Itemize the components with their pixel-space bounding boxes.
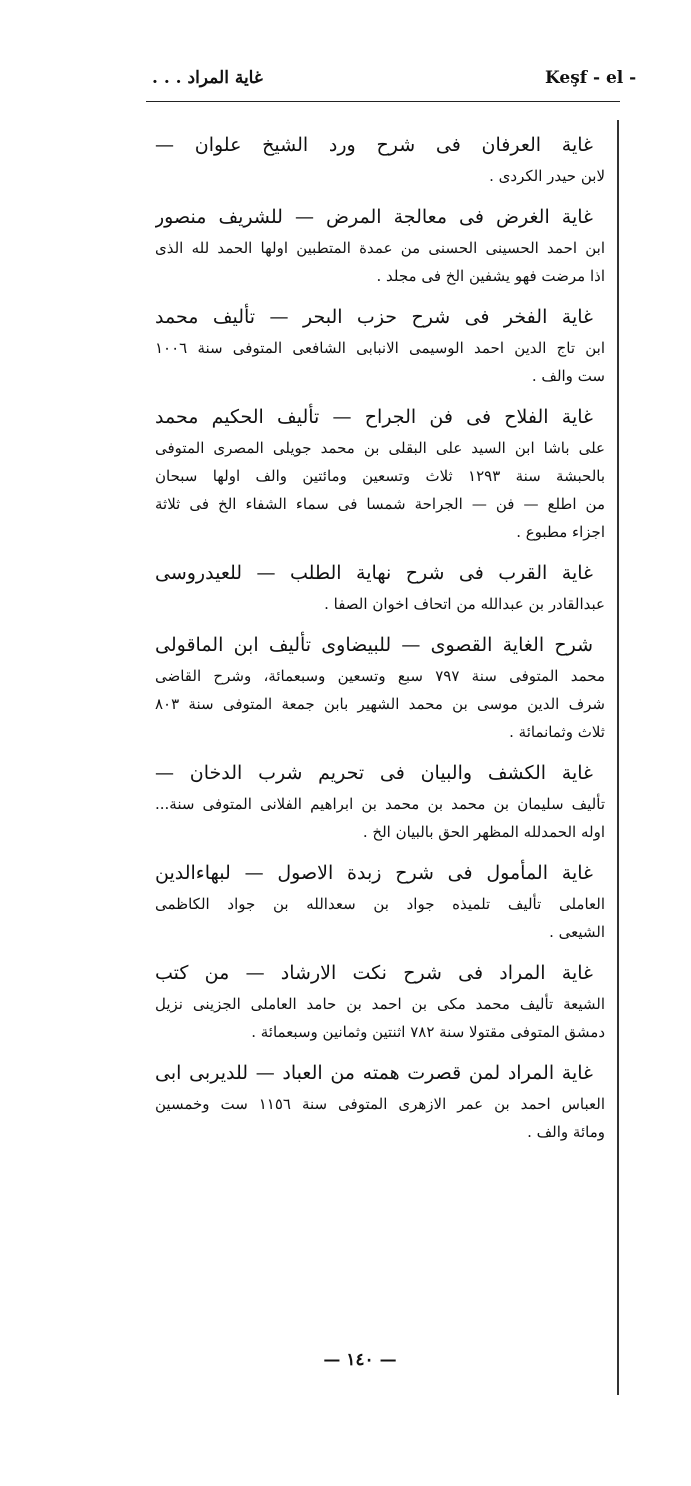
- entry: [155, 200, 605, 290]
- entry-line: ابن تاج الدين احمد الوسيمى الانبابى الشافعى المتوفى سنة ١٠٠٦: [155, 339, 605, 357]
- entry-headline: غاية الكشف والبيان فى تحريم شرب الدخان —: [155, 762, 593, 784]
- entries-body: [155, 128, 605, 1156]
- entry-line: ثلاث وثمانمائة .: [509, 723, 605, 741]
- entry: [155, 628, 605, 746]
- entry-headline: غاية القرب فى شرح نهاية الطلب — للعيدروسى: [155, 562, 593, 584]
- entry-line: اجزاء مطبوع .: [516, 523, 605, 541]
- entry-line: ست والف .: [531, 367, 605, 385]
- entry: [155, 300, 605, 390]
- entry-line: العباس احمد بن عمر الازهرى المتوفى سنة ١١٥٦ ست وخمسين: [155, 1095, 605, 1113]
- entry: [155, 756, 605, 846]
- entry-headline: غاية الفلاح فى فن الجراح — تأليف الحكيم محمد: [155, 406, 593, 428]
- entry-line: ومائة والف .: [527, 1123, 605, 1141]
- entry-line: من اطلع — فن — الجراحة شمسا فى سماء الشفاء الخ فى ثلاثة: [155, 495, 605, 513]
- entry-line: عبدالقادر بن عبدالله من اتحاف اخوان الصفا .: [324, 595, 605, 613]
- entry: [155, 128, 605, 190]
- entry-line: العاملى تأليف تلميذه جواد بن سعدالله بن جواد الكاظمى: [155, 895, 605, 913]
- entry-line: شرف الدين موسى بن محمد الشهير بابن جمعة المتوفى سنة ٨٠٣: [155, 695, 605, 713]
- entry-headline: غاية الغرض فى معالجة المرض — للشريف منصور: [155, 206, 593, 228]
- entry-line: اوله الحمدلله المظهر الحق بالبيان الخ .: [362, 823, 605, 841]
- entry-line: بالحبشة سنة ١٢٩٣ ثلاث وتسعين ومائتين والف اولها سبحان: [155, 467, 605, 485]
- entry: [155, 1056, 605, 1146]
- margin-rule: [617, 120, 619, 1395]
- entry-line: دمشق المتوفى مقتولا سنة ٧٨٢ اثنتين وثمانين وسبعمائة .: [251, 1023, 605, 1041]
- entry: [155, 556, 605, 618]
- entry-line: الشيعى .: [549, 923, 605, 941]
- entry-headline: شرح الغاية القصوى — للبيضاوى تأليف ابن الماقولى: [155, 634, 593, 656]
- entry-line: لابن حيدر الكردى .: [489, 167, 605, 185]
- page-number: — ١٤٠ —: [323, 1350, 397, 1370]
- entry: [155, 400, 605, 546]
- entry-line: تأليف سليمان بن محمد بن محمد بن ابراهيم الفلانى المتوفى سنة...: [155, 795, 605, 813]
- header-rule: [146, 101, 620, 102]
- entry: [155, 956, 605, 1046]
- entry-line: على باشا ابن السيد على البقلى بن محمد جويلى المصرى المتوفى: [155, 439, 605, 457]
- entry-line: الشيعة تأليف محمد مكى بن احمد بن حامد العاملى الجزينى نزيل: [155, 995, 605, 1013]
- entry-line: اذا مرضت فهو يشفين الخ فى مجلد .: [376, 267, 605, 285]
- entry: [155, 856, 605, 946]
- entry-headline: غاية الفخر فى شرح حزب البحر — تأليف محمد: [155, 306, 593, 328]
- entry-line: ابن احمد الحسينى الحسنى من عمدة المتطبين اولها الحمد لله الذى: [155, 239, 605, 257]
- entry-headline: غاية المراد لمن قصرت همته من العباد — للديربى ابى: [155, 1062, 593, 1084]
- running-key: Keşf - el -: [545, 68, 637, 88]
- entry-headline: غاية المراد فى شرح نكت الارشاد — من كتب: [155, 962, 593, 984]
- entry-headline: غاية المأمول فى شرح زبدة الاصول — لبهاءالدين: [155, 862, 593, 884]
- entry-line: محمد المتوفى سنة ٧٩٧ سبع وتسعين وسبعمائة، وشرح القاضى: [155, 667, 605, 685]
- entry-headline: غاية العرفان فى شرح ورد الشيخ علوان —: [155, 134, 593, 156]
- running-title: غاية المراد . . .: [152, 68, 263, 88]
